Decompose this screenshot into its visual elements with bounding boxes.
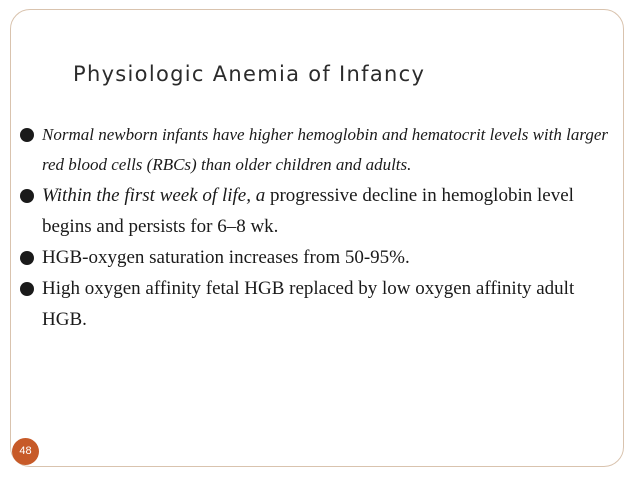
bullet-text: progressive decline in hemoglobin level begins and persists for 6–8 wk. [42, 185, 574, 237]
bullet-text: High oxygen affinity fetal HGB replaced by low oxygen affinity adult HGB. [42, 278, 575, 330]
bullet-item [20, 180, 615, 242]
page-number-badge: 48 [12, 438, 39, 465]
bullet-text-italic: Within the first week of life, a [42, 185, 266, 206]
bullet-list [20, 120, 615, 335]
bullet-dot-icon [20, 282, 34, 296]
bullet-dot-icon [20, 128, 34, 142]
bullet-item [20, 242, 615, 273]
slide-title: Physiologic Anemia of Infancy [73, 62, 426, 86]
bullet-text: HGB-oxygen saturation increases from 50-95%. [42, 247, 410, 268]
bullet-text: Normal newborn infants have higher hemoglobin and hematocrit levels with larger red blood cells (RBCs) than older children and adults. [42, 125, 608, 174]
bullet-item [20, 120, 615, 180]
bullet-dot-icon [20, 189, 34, 203]
bullet-item [20, 273, 615, 335]
bullet-dot-icon [20, 251, 34, 265]
